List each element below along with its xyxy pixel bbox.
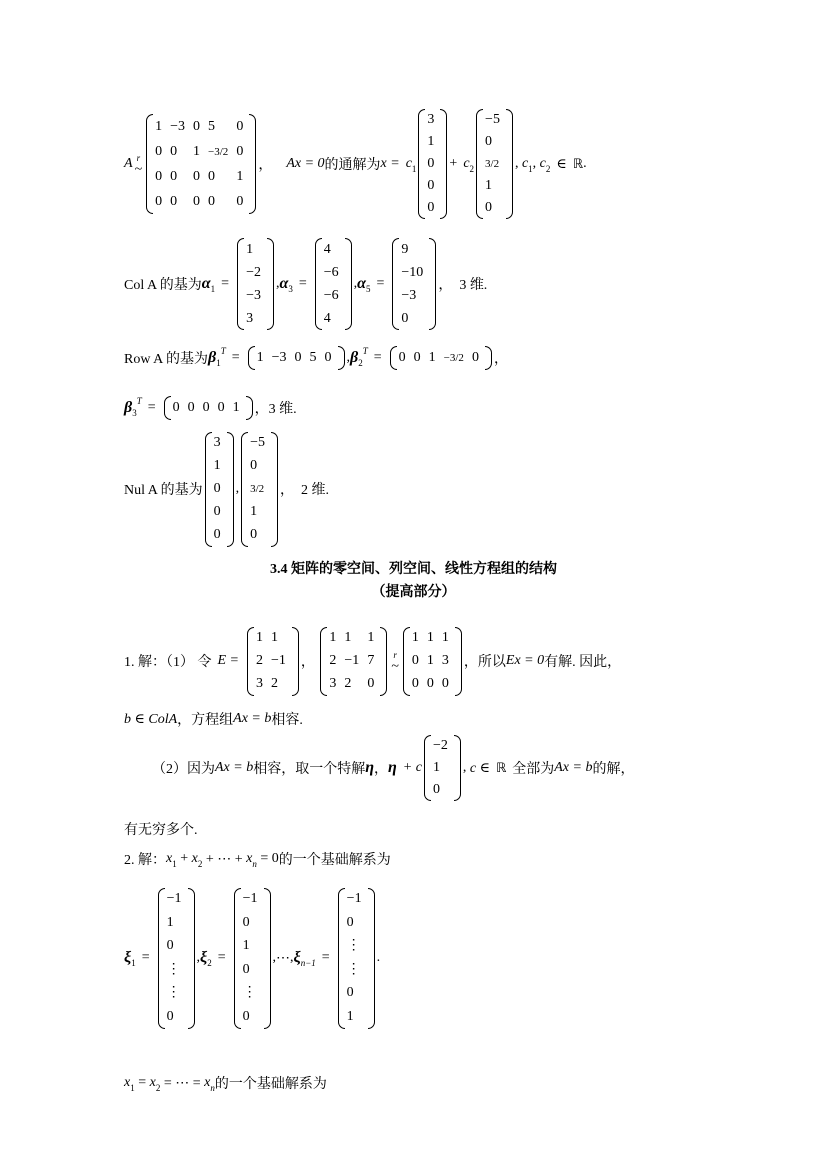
comma: ，	[258, 158, 273, 173]
matrix-cell: 1	[426, 653, 434, 668]
matrix-cell: 0	[172, 400, 180, 415]
text: 有无穷多个.	[124, 823, 198, 838]
matrix-cell-fraction: −3/2	[208, 145, 229, 158]
col-basis-line: Col A 的基为 α 1 = 1 −2 −3 3 , α 3 = 4 −6 −6 4 , α 5 = 9 −10 −3 0 ， 3 维.	[124, 236, 487, 332]
matrix-cell: 0	[236, 143, 244, 159]
matrix-cell: 0	[202, 400, 210, 415]
xi-sub: n−1	[300, 958, 316, 968]
matrix-cell: 0	[346, 985, 354, 1001]
matrix-cell: 4	[323, 241, 331, 257]
matrix-cell: 0	[427, 178, 435, 193]
xi2-vector	[234, 888, 271, 1029]
matrix-cell: 4	[323, 310, 331, 326]
matrix-row	[483, 153, 506, 175]
alpha-sub: 3	[288, 284, 293, 294]
matrix-row	[322, 307, 345, 330]
matrix-cell: −5	[485, 112, 500, 127]
matrix-row	[345, 1005, 368, 1029]
matrix-cell: 0	[193, 168, 201, 184]
matrix-cell: 0	[411, 676, 419, 691]
matrix-row	[399, 238, 429, 261]
text: ，所以	[463, 655, 506, 670]
period: .	[583, 156, 587, 171]
c1: c	[521, 156, 529, 171]
matrix-cell-fraction: −3/2	[443, 352, 464, 364]
matrix-row	[212, 478, 227, 501]
matrix-row	[165, 911, 188, 935]
text: 全部为	[512, 762, 555, 777]
matrix-cell: 0	[193, 118, 201, 134]
beta: β	[350, 349, 359, 366]
c2-sub: 2	[545, 164, 551, 174]
alpha: α	[357, 275, 366, 292]
matrix-row	[327, 673, 380, 696]
matrix-cell: 1	[271, 630, 278, 645]
matrix-cell: 0	[193, 193, 201, 209]
matrix-cell: 0	[208, 168, 216, 184]
alpha: α	[279, 275, 289, 292]
reduced-matrix	[403, 627, 462, 696]
matrix-cell: −1	[346, 891, 362, 907]
matrix-cell: 0	[236, 193, 244, 209]
matrix-cell: 0	[401, 310, 409, 326]
matrix-cell: 0	[170, 193, 178, 209]
matrix-cell: ⋮	[166, 985, 181, 1001]
matrix-row	[483, 109, 506, 131]
matrix-cell: −10	[401, 264, 424, 280]
transpose: T	[136, 396, 142, 406]
matrix-row	[254, 650, 292, 673]
matrix-cell: 3	[213, 435, 221, 450]
dimension-text: 3 维.	[459, 278, 488, 293]
matrix-row	[165, 958, 188, 982]
matrix-row	[322, 284, 345, 307]
matrix-cell: 3	[329, 676, 337, 691]
matrix-row	[431, 779, 454, 801]
matrix-cell: 1	[428, 350, 436, 365]
matrix-cell: 0	[166, 938, 174, 954]
matrix-row	[425, 131, 440, 153]
matrix-cell: −3	[401, 287, 417, 303]
alpha: α	[201, 275, 211, 292]
c2: c	[463, 156, 470, 171]
matrix-row	[483, 175, 506, 197]
xin-vector	[338, 888, 375, 1029]
real-numbers-symbol: ℝ	[572, 156, 584, 172]
matrix-row	[397, 346, 485, 370]
problem-1-part-2: （2）因为 Ax = b 相容，取一个特解 η ， η + c −2 1 0 , c ∈ ℝ 全部为 Ax = b 的解，	[152, 733, 634, 803]
matrix-cell: 1	[155, 118, 163, 134]
matrix-cell: 0	[426, 676, 434, 691]
matrix-cell-fraction: 3/2	[485, 158, 500, 170]
matrix-row	[165, 982, 188, 1006]
matrix-row	[483, 131, 506, 153]
c1-sub: 1	[411, 164, 417, 174]
r-label: r	[136, 153, 141, 163]
problem-1-line-1: 1. 解：（1） 令 E = 1 1 2 −1 3 2 ， 1 1 1 2 −1 7 3 2 0 r ~ 1 1 1 0 1 3 0 0 0 ，所以 Ex = 0 有解. 因此，	[124, 625, 621, 697]
beta1-row	[248, 346, 345, 370]
problem-2-line-last: x 1 = x 2 = ⋯ = x n 的一个基础解系为	[124, 1075, 327, 1093]
matrix-cell: −5	[250, 435, 265, 450]
matrix-cell: 0	[485, 200, 493, 215]
matrix-cell: 2	[256, 653, 263, 668]
matrix-row	[165, 888, 188, 912]
matrix-row	[244, 284, 267, 307]
matrix-cell-fraction: 3/2	[250, 483, 265, 495]
row-equivalent-symbol	[391, 649, 399, 673]
matrix-cell: 0	[170, 168, 178, 184]
matrix-cell: −2	[246, 264, 261, 280]
matrix-cell: 0	[427, 200, 435, 215]
matrix-row	[165, 1005, 188, 1029]
matrix-row	[241, 911, 264, 935]
matrix-cell: 0	[187, 400, 195, 415]
section-subheading: （提高部分）	[371, 585, 456, 600]
alpha-sub: 1	[210, 284, 216, 294]
col-basis-label: Col A 的基为	[124, 278, 202, 293]
matrix-cell: ⋮	[346, 961, 361, 977]
matrix-row	[255, 346, 338, 370]
matrix-cell: 0	[367, 676, 375, 691]
matrix-cell: 1	[242, 938, 250, 954]
matrix-cell: 1	[367, 630, 375, 645]
matrix-cell: −1	[271, 653, 286, 668]
matrix-cell: 0	[427, 156, 435, 171]
matrix-row	[345, 982, 368, 1006]
equals: =	[147, 400, 156, 415]
alpha3-vector	[315, 238, 352, 330]
problem-2-prefix: 2. 解：	[124, 853, 166, 868]
equals: =	[298, 276, 307, 291]
c1: c	[405, 156, 412, 171]
row-basis-label: Row A 的基为	[124, 352, 209, 367]
matrix-cell: 0	[213, 527, 221, 542]
solution-vector-2	[476, 109, 513, 219]
equation-Ax0: Ax = 0	[286, 156, 325, 171]
matrix-cell: 1	[246, 241, 254, 257]
matrix-row	[248, 478, 271, 501]
row-basis-line-2: β 3 T = 0 0 0 0 1 ， 3 维.	[124, 396, 297, 418]
matrix-cell: 0	[294, 350, 302, 365]
matrix-cell: 3	[441, 653, 449, 668]
matrix-cell: 0	[155, 168, 163, 184]
matrix-cell: 7	[367, 653, 375, 668]
text: （2）因为	[152, 762, 215, 777]
matrix-row	[399, 307, 429, 330]
matrix-cell: 0	[236, 118, 244, 134]
matrix-row	[254, 673, 292, 696]
text: 的解，	[592, 762, 635, 777]
matrix-row	[153, 189, 249, 214]
matrix-cell: −2	[432, 738, 448, 753]
nul-vector-2	[241, 432, 278, 547]
matrix-cell: 1	[232, 400, 240, 415]
matrix-A-label: A	[124, 156, 133, 171]
real-numbers-symbol: ℝ	[495, 760, 507, 776]
matrix-cell: 1	[411, 630, 419, 645]
matrix-row	[410, 673, 455, 696]
eta: η	[365, 759, 374, 776]
tilde: ~	[134, 162, 143, 177]
matrix-row	[322, 238, 345, 261]
matrix-cell: 1	[256, 630, 263, 645]
equation-Axb: Ax = b	[233, 711, 272, 726]
text: 的一个基础解系为	[278, 853, 391, 868]
beta-sub: 1	[216, 358, 221, 368]
matrix-cell: 5	[309, 350, 317, 365]
plus: +	[449, 156, 458, 171]
matrix-cell: ⋮	[242, 985, 257, 1001]
equals: =	[373, 350, 382, 365]
beta-sub: 3	[132, 408, 137, 418]
matrix-cell: 0	[217, 400, 225, 415]
matrix-cell: −6	[323, 287, 339, 303]
matrix-cell: 0	[471, 350, 479, 365]
basis-vectors-line: ξ 1 = −1 1 0 ⋮ ⋮ 0 , ξ 2 = −1 0 1 0 ⋮ 0 , ⋯ , ξ n−1 = −1 0 ⋮ ⋮ 0 1 .	[124, 885, 380, 1031]
matrix-row	[327, 627, 380, 650]
matrix-cell: 0	[242, 1008, 250, 1024]
row-equivalent-symbol	[135, 152, 143, 176]
text: 有解. 因此，	[544, 655, 622, 670]
xi-sub: 2	[207, 958, 212, 968]
xi1-vector	[158, 888, 195, 1029]
eta: η	[388, 759, 397, 776]
beta2-row	[390, 346, 492, 370]
augmented-matrix	[320, 627, 387, 696]
equation-Ex0: Ex = 0	[505, 653, 545, 668]
matrix-cell: 0	[441, 676, 449, 691]
text: 相容.	[271, 713, 303, 728]
matrix-cell: −3	[170, 118, 186, 134]
matrix-cell: 1	[432, 760, 440, 775]
matrix-row	[431, 735, 454, 757]
matrix-cell: 0	[413, 350, 421, 365]
matrix-cell: 2	[271, 676, 278, 691]
transpose: T	[362, 346, 368, 356]
matrix-cell: 5	[208, 118, 216, 134]
matrix-row	[410, 627, 455, 650]
matrix-cell: 9	[401, 241, 409, 257]
matrix-cell: 1	[250, 504, 258, 519]
c2: c	[539, 156, 546, 171]
matrix-cell: 0	[485, 134, 493, 149]
matrix-cell: 0	[398, 350, 406, 365]
matrix-cell: −1	[344, 653, 360, 668]
matrix-row	[212, 501, 227, 524]
matrix-row	[431, 757, 454, 779]
matrix-cell: 0	[346, 914, 354, 930]
matrix-cell: 1	[213, 458, 221, 473]
section-heading: 3.4 矩阵的零空间、列空间、线性方程组的结构	[270, 562, 557, 577]
matrix-cell: −1	[166, 891, 182, 907]
matrix-row	[241, 935, 264, 959]
beta: β	[124, 399, 133, 416]
equals: =	[376, 276, 385, 291]
matrix-row	[153, 114, 249, 139]
matrix-row	[165, 935, 188, 959]
matrix-cell: 2	[329, 653, 337, 668]
E-matrix	[247, 627, 299, 696]
matrix-row	[327, 650, 380, 673]
transpose: T	[220, 346, 226, 356]
matrix-cell: 1	[344, 630, 352, 645]
matrix-cell: ⋮	[346, 938, 361, 954]
matrix-row	[241, 1005, 264, 1029]
matrix-row	[345, 888, 368, 912]
beta-sub: 2	[358, 358, 363, 368]
general-solution-text: 的通解为	[324, 158, 381, 173]
solution-vector-1	[418, 109, 447, 219]
rref-matrix	[146, 114, 256, 214]
matrix-row	[248, 524, 271, 547]
problem-1-line-4	[124, 817, 198, 841]
matrix-row	[399, 261, 429, 284]
matrix-row	[425, 153, 440, 175]
matrix-cell: 0	[411, 653, 419, 668]
matrix-row	[425, 175, 440, 197]
matrix-row	[345, 958, 368, 982]
nul-vector-1	[205, 432, 234, 547]
matrix-cell: 1	[426, 630, 434, 645]
b-in-colA: b ∈ ColA	[124, 711, 178, 727]
matrix-cell: 2	[344, 676, 352, 691]
matrix-row	[241, 888, 264, 912]
xi-sub: 1	[131, 958, 136, 968]
matrix-cell: ⋮	[166, 961, 181, 977]
matrix-cell: 1	[256, 350, 264, 365]
equals: =	[231, 350, 240, 365]
matrix-cell: 3	[246, 310, 254, 326]
matrix-row	[171, 396, 246, 420]
matrix-cell: −6	[323, 264, 339, 280]
problem-1-prefix: 1. 解：（1） 令	[124, 655, 212, 670]
matrix-cell: 1	[193, 143, 201, 159]
c2-sub: 2	[469, 164, 475, 174]
x-equals: x =	[380, 156, 400, 171]
matrix-cell: 1	[236, 168, 244, 184]
matrix-row	[248, 455, 271, 478]
matrix-row	[483, 197, 506, 219]
r-label: r	[393, 650, 397, 660]
homogeneous-vector	[424, 735, 461, 801]
matrix-cell: 0	[242, 961, 250, 977]
E-equals: E =	[217, 653, 239, 668]
beta: β	[208, 349, 217, 366]
matrix-row	[244, 238, 267, 261]
matrix-cell: 1	[346, 1008, 354, 1024]
matrix-cell: 1	[427, 134, 435, 149]
beta3-row	[164, 396, 253, 420]
dimension-text: 2 维.	[300, 483, 329, 498]
c1-sub: 1	[528, 164, 533, 174]
matrix-cell: −1	[242, 891, 258, 907]
text: 相容，取一个特解	[253, 762, 366, 777]
matrix-cell: 1	[441, 630, 449, 645]
matrix-cell: 0	[432, 782, 440, 797]
matrix-row	[153, 164, 249, 189]
matrix-cell: 0	[170, 143, 178, 159]
problem-1-line-2	[124, 707, 303, 731]
matrix-row	[244, 261, 267, 284]
tilde: ~	[391, 659, 399, 674]
matrix-row	[345, 935, 368, 959]
matrix-row	[425, 109, 440, 131]
matrix-cell: 3	[427, 112, 435, 127]
nul-basis-label: Nul A 的基为	[124, 483, 203, 498]
matrix-cell: 1	[329, 630, 337, 645]
rref-line: A r ~ 1 −3 0 5 0 0 0 1 −3/2 0 0 0 0 0 1 0 0 0 0 0 ， Ax = 0 的通解为 x = c 1 3 1 0 0 0 + c 2 −5 0 3/2 1 0 , c 1 , c 2 ∈ ℝ .	[124, 106, 587, 222]
equation-Axb: Ax = b	[554, 760, 593, 775]
matrix-cell: 0	[155, 143, 163, 159]
matrix-row	[212, 524, 227, 547]
matrix-cell: 0	[155, 193, 163, 209]
matrix-row	[322, 261, 345, 284]
matrix-cell: 0	[324, 350, 332, 365]
plus-c: + c	[402, 760, 422, 775]
matrix-row	[241, 982, 264, 1006]
matrix-cell: 0	[250, 458, 258, 473]
text: 的一个基础解系为	[214, 1077, 327, 1092]
matrix-row	[425, 197, 440, 219]
matrix-row	[254, 627, 292, 650]
matrix-row	[248, 432, 271, 455]
nul-basis-line: Nul A 的基为 3 1 0 0 0 , −5 0 3/2 1 0 ， 2 维.	[124, 428, 329, 550]
matrix-row	[244, 307, 267, 330]
matrix-row	[241, 958, 264, 982]
alpha5-vector	[392, 238, 436, 330]
alpha1-vector	[237, 238, 274, 330]
equals: =	[221, 276, 230, 291]
xi: ξ	[293, 949, 301, 966]
matrix-cell: 0	[242, 914, 250, 930]
matrix-cell: 0	[213, 504, 221, 519]
matrix-cell: 0	[166, 1008, 174, 1024]
matrix-cell: 0	[208, 193, 216, 209]
matrix-cell: 1	[166, 914, 174, 930]
alpha-sub: 5	[366, 284, 371, 294]
matrix-cell: 0	[213, 481, 221, 496]
matrix-row	[212, 455, 227, 478]
matrix-row	[399, 284, 429, 307]
matrix-row	[345, 911, 368, 935]
matrix-cell: −3	[246, 287, 261, 303]
xi: ξ	[124, 949, 132, 966]
ellipsis: ⋯	[276, 950, 290, 966]
matrix-row	[248, 501, 271, 524]
matrix-cell: 3	[256, 676, 263, 691]
dimension-text: 3 维.	[268, 402, 297, 417]
row-basis-line: Row A 的基为 β 1 T = 1 −3 0 5 0 , β 2 T = 0 0 1 −3/2 0 ，	[124, 346, 508, 368]
matrix-cell: 1	[485, 178, 493, 193]
c-in: c ∈	[469, 760, 490, 776]
matrix-cell: 0	[250, 527, 258, 542]
element-of: ∈	[556, 156, 567, 172]
matrix-row	[410, 650, 455, 673]
matrix-cell: −3	[271, 350, 287, 365]
xi: ξ	[200, 949, 208, 966]
matrix-row	[212, 432, 227, 455]
text: ，方程组	[177, 713, 234, 728]
matrix-row	[153, 139, 249, 164]
equation-Axb: Ax = b	[215, 760, 254, 775]
problem-2-line-1: 2. 解： x 1 + x 2 + ⋯ + x n = 0 的一个基础解系为	[124, 851, 391, 869]
